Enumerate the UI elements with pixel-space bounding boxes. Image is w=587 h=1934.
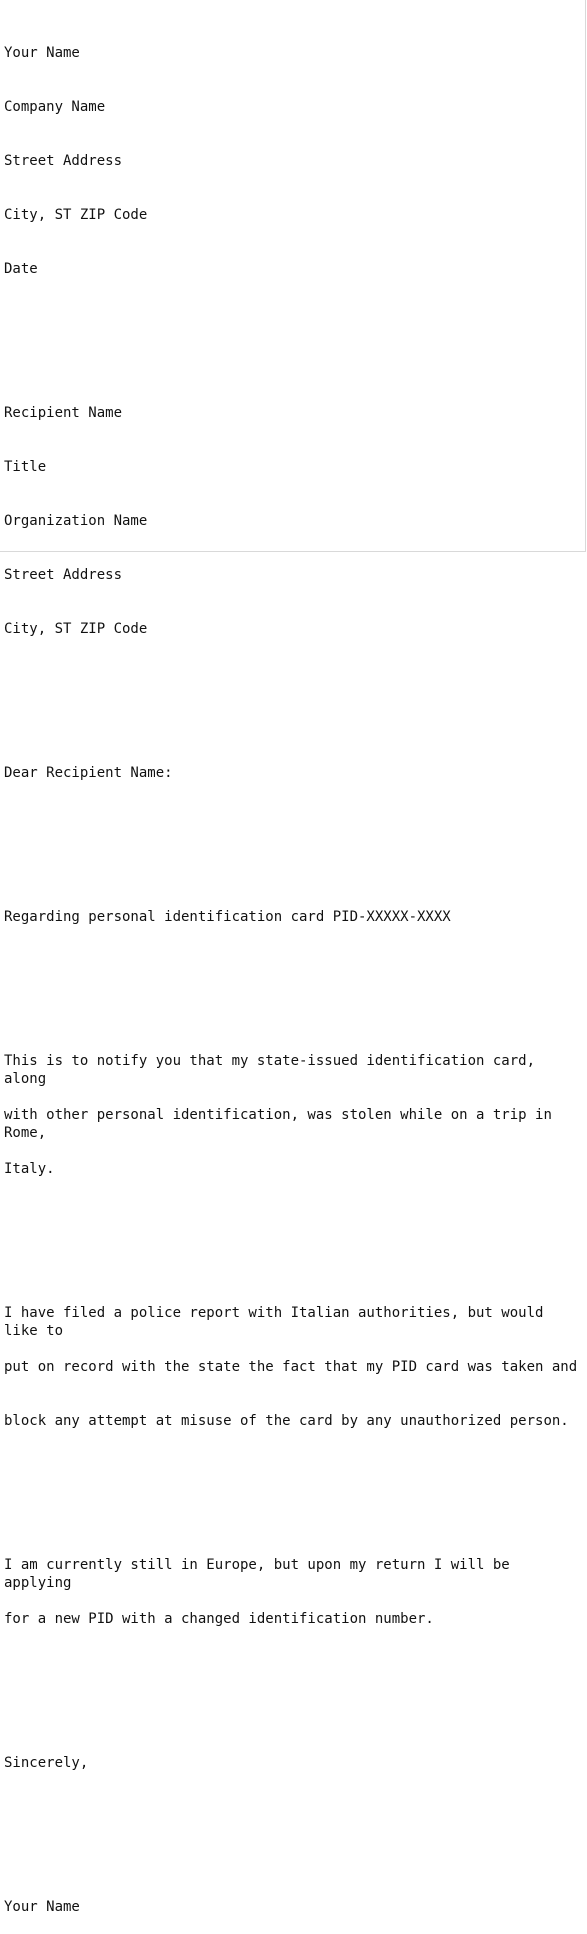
blank-line [4,1232,584,1250]
letter-date: Date [4,261,38,277]
recipient-organization: Organization Name [4,513,148,529]
recipient-name: Recipient Name [4,405,123,421]
paragraph-3-line-2: for a new PID with a changed identification number. [4,1611,434,1627]
blank-line [4,1484,584,1502]
sender-name: Your Name [4,45,80,61]
letter-document [4,8,584,1934]
paragraph-2-line-3: block any attempt at misuse of the card by any unauthorized person. [4,1413,569,1429]
blank-line [4,980,584,998]
blank-line [4,836,584,854]
blank-line [4,1826,584,1844]
blank-line [4,332,584,350]
salutation: Dear Recipient Name: [4,765,173,781]
sender-street: Street Address [4,153,123,169]
sender-city-state-zip: City, ST ZIP Code [4,207,148,223]
paragraph-2-line-2: put on record with the state the fact that my PID card was taken and [4,1359,578,1375]
recipient-city-state-zip: City, ST ZIP Code [4,621,148,637]
paragraph-3-line-1: I am currently still in Europe, but upon my return I will be applying [4,1557,519,1591]
recipient-title: Title [4,459,47,475]
blank-line [4,1682,584,1700]
paragraph-1-line-2: with other personal identification, was stolen while on a trip in Rome, [4,1107,561,1141]
subject-line: Regarding personal identification card PID-XXXXX-XXXX [4,909,451,925]
paragraph-1-line-3: Italy. [4,1161,55,1177]
sender-company: Company Name [4,99,106,115]
recipient-street: Street Address [4,567,123,583]
paragraph-1-line-1: This is to notify you that my state-issued identification card, along [4,1053,544,1087]
blank-line [4,692,584,710]
signature-name: Your Name [4,1899,80,1915]
paragraph-2-line-1: I have filed a police report with Italian authorities, but would like to [4,1305,552,1339]
closing: Sincerely, [4,1755,89,1771]
